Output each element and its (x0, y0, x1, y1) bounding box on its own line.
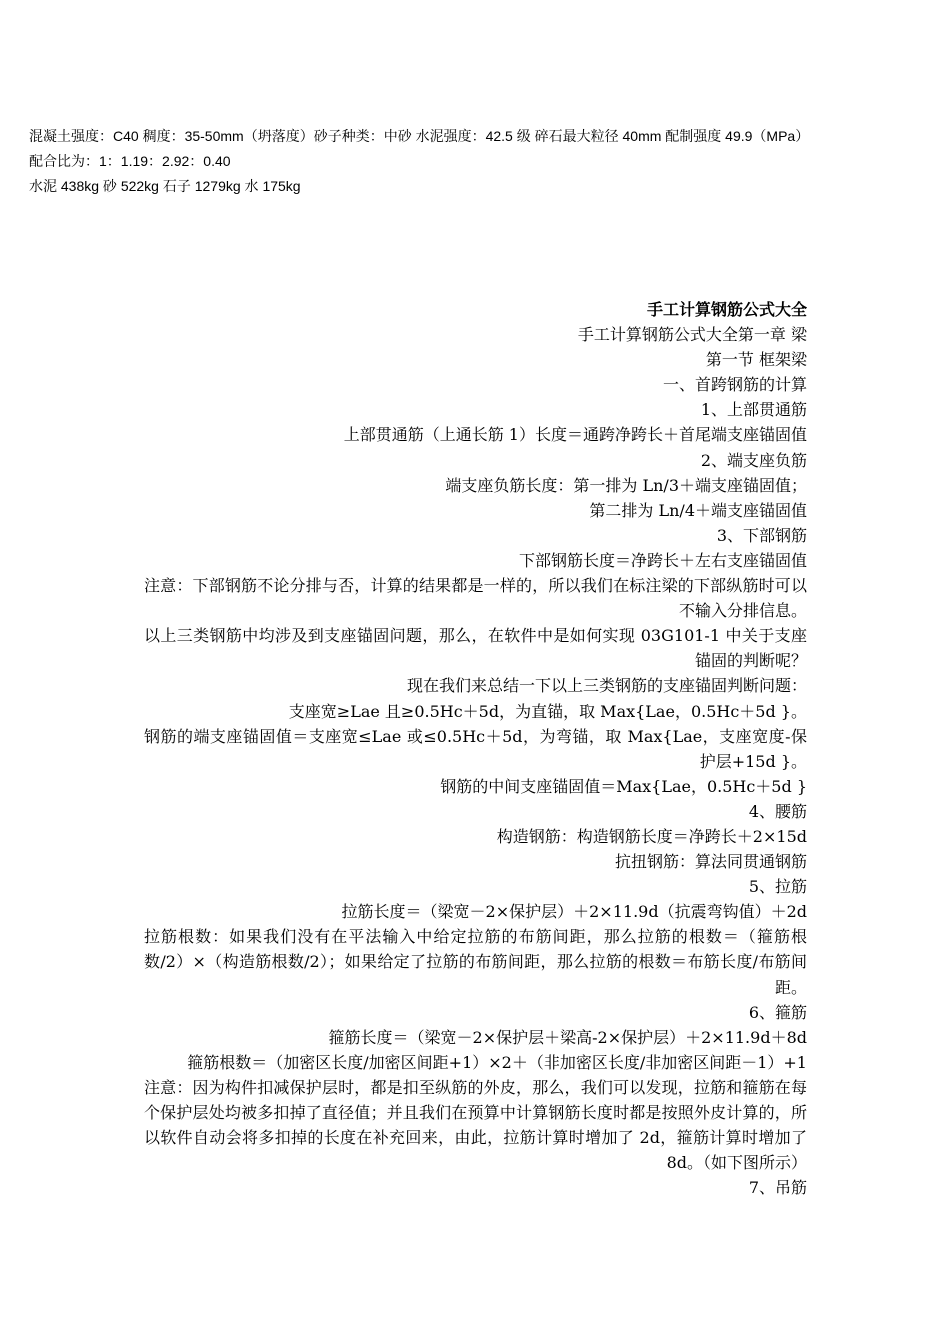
item-heading: 3、下部钢筋 (716, 525, 807, 545)
part-heading: 一、首跨钢筋的计算 (662, 375, 807, 395)
anchor-summary-line: 现在我们来总结一下以上三类钢筋的支座锚固判断问题： (406, 676, 807, 696)
rebar-formula-document (144, 297, 807, 1200)
item-heading: 4、腰筋 (748, 801, 807, 821)
chapter-heading: 手工计算钢筋公式大全第一章 梁 (577, 325, 807, 345)
note-paragraph: 注意：因为构件扣减保护层时，都是扣至纵筋的外皮，那么，我们可以发现，拉筋和箍筋在每个保护层处均被多扣掉了直径值；并且我们在预算中计算钢筋长度时都是按照外皮计算的，所以软件自动会将多扣掉的长度在补充回来，由此，拉筋计算时增加了 2d，箍筋计算时增加了 8d。（如下图所示） (144, 1077, 807, 1173)
item-heading: 7、吊筋 (748, 1178, 807, 1198)
formula-line: 拉筋长度＝（梁宽－2×保护层）＋2×11.9d（抗震弯钩值）＋2d (341, 902, 807, 922)
anchor-rule-line: 支座宽≥Lae 且≥0.5Hc＋5d，为直锚，取 Max{Lae，0.5Hc＋5d }。 (288, 701, 807, 721)
section-heading: 第一节 框架梁 (705, 350, 807, 370)
formula-line: 抗扭钢筋：算法同贯通钢筋 (614, 852, 807, 872)
formula-line: 箍筋长度＝（梁宽－2×保护层＋梁高-2×保护层）＋2×11.9d＋8d (328, 1027, 807, 1047)
item-heading: 6、箍筋 (748, 1002, 807, 1022)
material-quantity-line: 水泥 438kg 砂 522kg 石子 1279kg 水 175kg (29, 178, 301, 194)
document-title: 手工计算钢筋公式大全 (646, 300, 807, 319)
item-heading: 2、端支座负筋 (700, 450, 807, 470)
formula-line: 构造钢筋：构造钢筋长度＝净跨长＋2×15d (496, 826, 807, 846)
anchor-rule-line: 钢筋的中间支座锚固值＝Max{Lae，0.5Hc＋5d } (440, 776, 807, 796)
anchor-question-paragraph: 以上三类钢筋中均涉及到支座锚固问题，那么，在软件中是如何实现 03G101-1 中关于支座锚固的判断呢？ (144, 626, 807, 671)
formula-line: 端支座负筋长度：第一排为 Ln/3＋端支座锚固值； (445, 475, 807, 495)
formula-line: 下部钢筋长度＝净跨长＋左右支座锚固值 (518, 550, 807, 570)
note-paragraph: 注意：下部钢筋不论分排与否，计算的结果都是一样的，所以我们在标注梁的下部纵筋时可以不输入分排信息。 (144, 576, 807, 621)
formula-line: 上部贯通筋（上通长筋 1）长度＝通跨净跨长＋首尾端支座锚固值 (343, 425, 807, 445)
count-paragraph: 拉筋根数：如果我们没有在平法输入中给定拉筋的布筋间距，那么拉筋的根数＝（箍筋根数/2）×（构造筋根数/2）；如果给定了拉筋的布筋间距，那么拉筋的根数＝布筋长度/布筋间距。 (144, 927, 807, 997)
formula-line: 第二排为 Ln/4＋端支座锚固值 (589, 500, 807, 520)
count-paragraph: 箍筋根数＝（加密区长度/加密区间距+1）×2＋（非加密区长度/非加密区间距－1）+1 (187, 1052, 807, 1072)
item-heading: 5、拉筋 (748, 877, 807, 897)
concrete-spec-line: 混凝土强度：C40 稠度：35-50mm（坍落度）砂子种类：中砂 水泥强度：42.5 级 碎石最大粒径 40mm 配制强度 49.9（MPa） (29, 128, 810, 144)
anchor-rule-paragraph: 钢筋的端支座锚固值＝支座宽≤Lae 或≤0.5Hc＋5d，为弯锚，取 Max{Lae，支座宽度-保护层+15d }。 (144, 726, 807, 771)
concrete-mix-info (29, 124, 814, 199)
mix-ratio-line: 配合比为：1：1.19：2.92：0.40 (29, 153, 231, 169)
item-heading: 1、上部贯通筋 (700, 400, 807, 420)
